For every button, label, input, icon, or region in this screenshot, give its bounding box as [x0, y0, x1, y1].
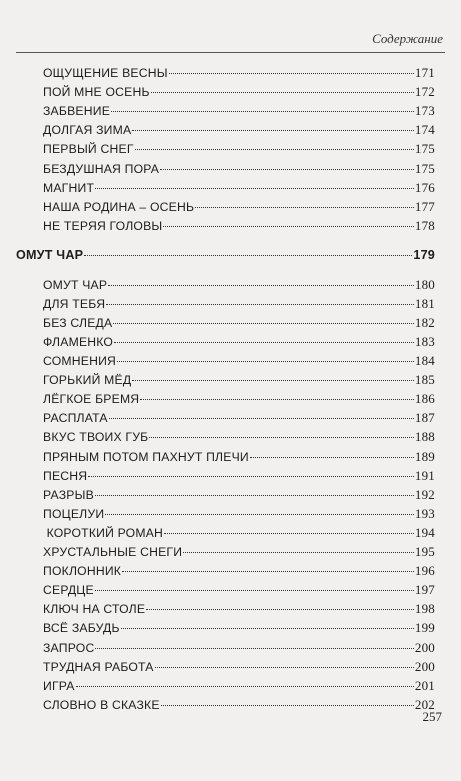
toc-entry-title: ДОЛГАЯ ЗИМА [43, 123, 132, 138]
dot-leader [149, 437, 414, 438]
toc-entry-page: 177 [414, 198, 435, 214]
toc-entry-title: ЗАБВЕНИЕ [43, 104, 111, 119]
dot-leader [183, 552, 414, 553]
toc-entry-page: 175 [414, 141, 435, 157]
toc-entry-title: ГОРЬКИЙ МЁД [43, 373, 132, 388]
dot-leader [84, 255, 412, 256]
toc-entry-page: 181 [414, 295, 435, 311]
toc-entry [43, 468, 435, 484]
toc-entry [43, 506, 435, 522]
dot-leader [113, 323, 414, 324]
toc-entry [43, 122, 435, 138]
toc-entry [43, 525, 435, 541]
dot-leader [161, 705, 414, 706]
dot-leader [163, 226, 413, 227]
toc-entry-title: ЛЁГКОЕ БРЕМЯ [43, 392, 140, 407]
toc-entry-title: ИГРА [43, 678, 75, 693]
toc-entry-title: БЕЗДУШНАЯ ПОРА [43, 161, 160, 176]
toc-entry [43, 582, 435, 598]
toc-entry-page: 171 [414, 65, 435, 80]
dot-leader [151, 92, 414, 93]
toc-entry-title: ТРУДНАЯ РАБОТА [43, 659, 154, 674]
dot-leader [169, 73, 414, 74]
dot-leader [155, 667, 414, 668]
dot-leader [146, 609, 414, 610]
toc-entry-page: 196 [414, 563, 435, 579]
dot-leader [105, 514, 414, 515]
toc-entry-page: 172 [414, 84, 435, 100]
toc-entry-title: НЕ ТЕРЯЯ ГОЛОВЫ [43, 218, 163, 233]
dot-leader [76, 686, 414, 687]
dot-leader [95, 495, 414, 496]
toc-entry-title: ОМУТ ЧАР [16, 247, 84, 262]
dot-leader [95, 590, 414, 591]
toc-entry-page: 188 [414, 429, 435, 445]
toc-entry [43, 180, 435, 196]
toc-entry-page: 178 [414, 217, 435, 233]
toc-entry [43, 315, 435, 331]
toc-entry-page: 192 [414, 486, 435, 502]
toc-entry [43, 103, 435, 119]
toc-entry [43, 353, 435, 369]
toc-section-heading [16, 247, 435, 263]
dot-leader [108, 285, 414, 286]
toc-entry-title: ПЕСНЯ [43, 468, 88, 483]
toc-entry-page: 175 [414, 160, 435, 176]
toc-entry-title: ОЩУЩЕНИЕ ВЕСНЫ [43, 66, 168, 80]
toc-entry-title: МАГНИТ [43, 180, 95, 195]
dot-leader [135, 149, 414, 150]
dot-leader [132, 380, 414, 381]
running-head: Содержание [372, 31, 443, 46]
toc-entry [43, 277, 435, 293]
toc-entry [43, 449, 435, 465]
toc-entry-page: 186 [414, 391, 435, 407]
toc-entry-title: СЕРДЦЕ [43, 583, 94, 598]
toc-entry-title: ПЕРВЫЙ СНЕГ [43, 142, 134, 157]
toc-entry-title: БЕЗ СЛЕДА [43, 315, 113, 330]
toc-entry-page: 201 [414, 677, 435, 693]
dot-leader [160, 169, 414, 170]
toc-entry [43, 429, 435, 445]
toc-entry-title: НАША РОДИНА – ОСЕНЬ [43, 199, 195, 214]
toc-entry-title: КЛЮЧ НА СТОЛЕ [43, 602, 146, 617]
toc-entry-title: ВСЁ ЗАБУДЬ [43, 621, 120, 636]
dot-leader [195, 207, 414, 208]
toc-entry-page: 199 [414, 620, 435, 636]
toc-entry-page: 187 [414, 410, 435, 426]
toc-entry-title: ФЛАМЕНКО [43, 334, 114, 349]
toc-entry-title: ПРЯНЫМ ПОТОМ ПАХНУТ ПЛЕЧИ [43, 449, 249, 464]
dot-leader [88, 476, 414, 477]
dot-leader [132, 130, 414, 131]
toc-entry [43, 620, 435, 636]
toc-entry-page: 193 [414, 505, 435, 521]
toc-entry-page: 183 [414, 333, 435, 349]
toc-entry-page: 176 [414, 179, 435, 195]
dot-leader [95, 648, 413, 649]
toc-entry [43, 218, 435, 234]
toc-entry-title: КОРОТКИЙ РОМАН [43, 525, 164, 540]
toc-entry [43, 391, 435, 407]
toc-entry-page: 174 [414, 122, 435, 138]
toc-entry-page: 179 [413, 247, 435, 262]
toc-entry-title: ПОЙ МНЕ ОСЕНЬ [43, 85, 150, 100]
toc-entry [43, 544, 435, 560]
dot-leader [106, 304, 414, 305]
toc-entry [43, 601, 435, 617]
toc-entry-page: 195 [414, 544, 435, 559]
toc-entry-title: РАЗРЫВ [43, 487, 94, 502]
toc-entry [43, 563, 435, 579]
dot-leader [164, 533, 414, 534]
toc-entry-title: ЗАПРОС [43, 640, 95, 655]
dot-leader [117, 361, 414, 362]
toc-entry [43, 141, 435, 157]
toc-entry-page: 189 [414, 448, 435, 464]
dot-leader [95, 188, 414, 189]
toc-entry-title: ПОКЛОННИК [43, 564, 122, 579]
toc-entry-page: 173 [414, 103, 435, 119]
toc-entry [43, 487, 435, 503]
toc-entry [43, 84, 435, 100]
toc-entry-page: 202 [414, 696, 435, 712]
toc-entry [43, 334, 435, 350]
dot-leader [250, 457, 414, 458]
header-rule [16, 52, 445, 53]
toc-entry [43, 372, 435, 388]
toc-entry [43, 199, 435, 215]
toc-entry-title: ДЛЯ ТЕБЯ [43, 296, 106, 311]
toc-entry-page: 182 [414, 314, 435, 330]
toc-entry-title: ХРУСТАЛЬНЫЕ СНЕГИ [43, 545, 183, 559]
toc-entry-title: СОМНЕНИЯ [43, 354, 117, 368]
toc-entry-page: 185 [414, 372, 435, 388]
toc-entry [43, 410, 435, 426]
toc-entry [43, 65, 435, 81]
dot-leader [109, 418, 414, 419]
toc-entry-title: ВКУС ТВОИХ ГУБ [43, 430, 149, 445]
toc-entry-page: 191 [414, 467, 435, 483]
dot-leader [122, 571, 414, 572]
toc-entry-title: РАСПЛАТА [43, 411, 108, 426]
toc-entry-title: ПОЦЕЛУИ [43, 506, 105, 521]
toc-entry [43, 659, 435, 675]
toc-entry [43, 640, 435, 656]
toc-entry-page: 194 [414, 524, 435, 540]
toc-entry-title: ОМУТ ЧАР [43, 277, 108, 292]
page-number: 257 [422, 709, 442, 724]
toc-entry-page: 198 [414, 601, 435, 617]
toc-entry [43, 161, 435, 177]
toc-entry-page: 200 [414, 658, 435, 674]
dot-leader [114, 342, 414, 343]
dot-leader [140, 399, 414, 400]
toc-entry-title: СЛОВНО В СКАЗКЕ [43, 697, 160, 712]
toc-entry-page: 180 [414, 276, 435, 292]
toc-entry-page: 184 [414, 353, 435, 368]
toc-entry-page: 197 [414, 582, 435, 598]
toc-entry [43, 697, 435, 713]
toc-entry-page: 200 [414, 639, 435, 655]
toc-entry [43, 296, 435, 312]
toc-entry [43, 678, 435, 694]
dot-leader [121, 628, 414, 629]
dot-leader [111, 111, 414, 112]
